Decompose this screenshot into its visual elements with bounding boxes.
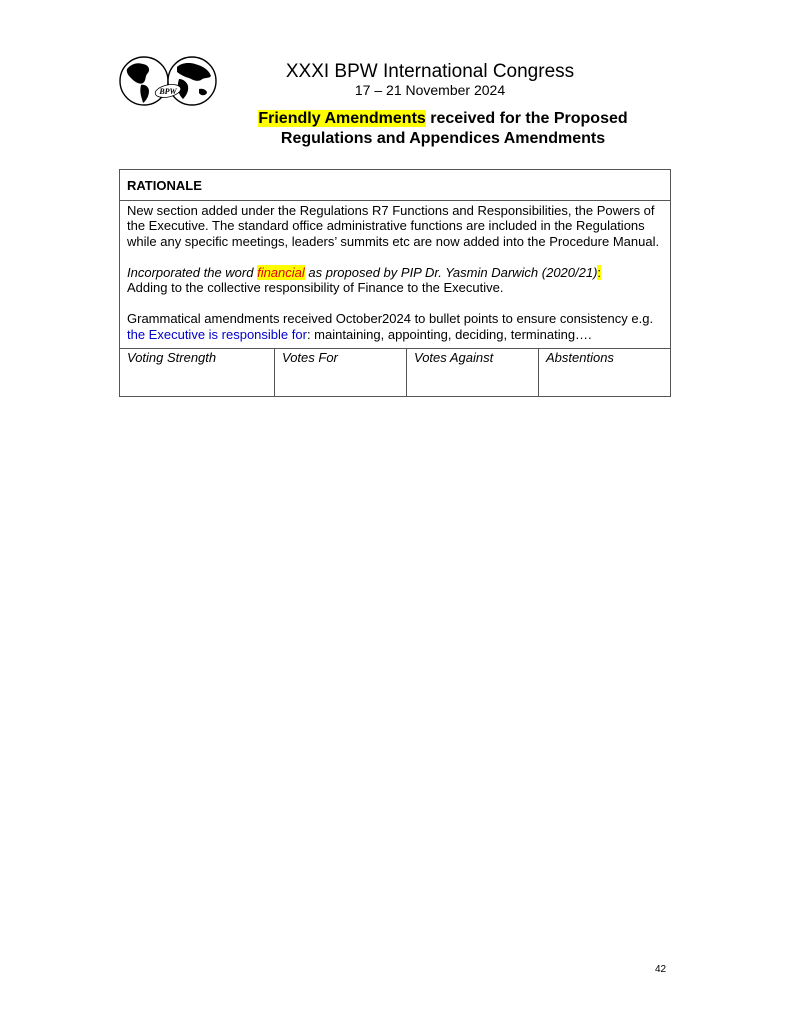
congress-title: XXXI BPW International Congress: [285, 61, 575, 82]
page-number: 42: [655, 964, 667, 975]
votes-for-cell: Votes For: [275, 349, 407, 397]
rationale-table: [119, 169, 671, 397]
voting-row: [120, 349, 671, 397]
subtitle-line2: Regulations and Appendices Amendments: [280, 130, 606, 147]
bpw-globe-logo: [119, 55, 217, 107]
subtitle-rest: received for the Proposed: [425, 110, 628, 127]
votes-against-cell: Votes Against: [407, 349, 539, 397]
logo-text: BPW: [159, 87, 177, 96]
blue-phrase: the Executive is responsible for: [127, 326, 307, 342]
rationale-heading: RATIONALE: [120, 170, 671, 201]
abstentions-cell: Abstentions: [539, 349, 671, 397]
financial-highlight: financial: [257, 264, 305, 280]
rationale-body: [120, 200, 671, 349]
congress-date: 17 – 21 November 2024: [354, 82, 506, 98]
rationale-para-1: New section added under the Regulations R7 Functions and Responsibilities, the Powers of the Executive. The standard office administrative functions are included in the Regulations while any specific meetings, leaders’ summits etc are now added into the Procedure Manual.: [127, 202, 660, 249]
voting-strength-cell: Voting Strength: [120, 349, 275, 397]
colon-highlight: :: [597, 264, 602, 280]
document-subtitle: [228, 109, 658, 149]
rationale-para-3: Grammatical amendments received October2024 to bullet points to ensure consistency e.g. the Executive is responsible for: maintaining, appointing, deciding, terminating….: [127, 311, 654, 342]
rationale-para-2: Incorporated the word financial as proposed by PIP Dr. Yasmin Darwich (2020/21): Adding to the collective responsibility of Finance to the Executive.: [127, 264, 602, 295]
subtitle-highlight: Friendly Amendments: [258, 110, 426, 127]
